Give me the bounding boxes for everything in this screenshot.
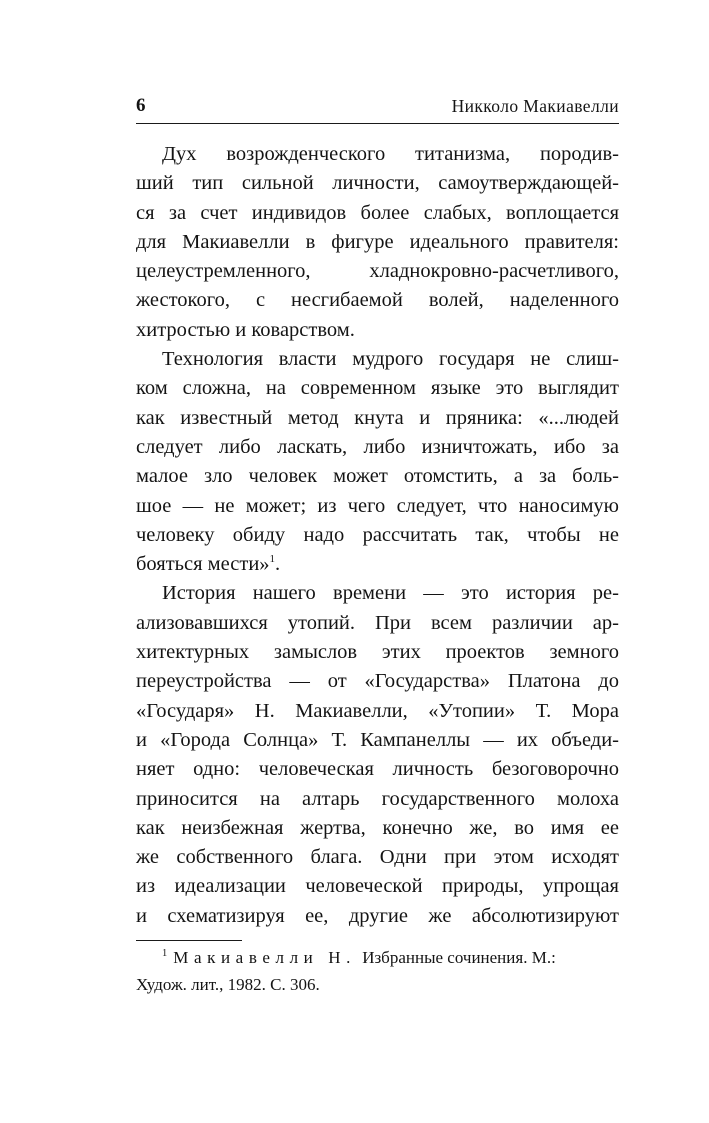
- text-line: как известный метод кнута и пряника: «...людей: [136, 406, 619, 429]
- text-line: приносится на алтарь государственного молоха: [136, 787, 619, 810]
- footnote-text: Избранные сочинения. М.:: [362, 948, 556, 967]
- text-line-content: бояться мести»: [136, 553, 270, 576]
- footnote-line: Худож. лит., 1982. С. 306.: [136, 975, 320, 994]
- body-text: [136, 140, 619, 931]
- page-header: [136, 93, 619, 124]
- text-line: ся за счет индивидов более слабых, воплощается: [136, 201, 619, 224]
- text-line: «Государя» Н. Макиавелли, «Утопии» Т. Мора: [136, 699, 619, 722]
- footnote-line: [136, 944, 619, 971]
- text-line: из идеализации человеческой природы, упрощая: [136, 875, 619, 898]
- text-line: шое — не может; из чего следует, что наносимую: [136, 494, 619, 517]
- text-line-tail: .: [275, 553, 281, 576]
- text-line: же собственного блага. Одни при этом исходят: [136, 846, 619, 869]
- text-line: ализовавшихся утопий. При всем различии ар-: [136, 611, 619, 634]
- footnote-author: Макиавелли Н.: [173, 948, 356, 967]
- footnote-divider: [136, 940, 242, 941]
- text-line: ший тип сильной личности, самоутверждающей-: [136, 172, 619, 195]
- text-line: хитростью и коварством.: [136, 318, 355, 341]
- text-line: и «Города Солнца» Т. Кампанеллы — их объеди-: [136, 728, 619, 751]
- text-line: человеку обиду надо рассчитать так, чтобы не: [136, 523, 619, 546]
- text-line: ком сложна, на современном языке это выглядит: [136, 377, 619, 400]
- text-line: как неизбежная жертва, конечно же, во имя ее: [136, 816, 619, 839]
- text-line: [136, 550, 619, 579]
- text-line: переустройства — от «Государства» Платона до: [136, 670, 619, 693]
- text-line: хитектурных замыслов этих проектов земного: [136, 641, 619, 664]
- footnote: [136, 944, 619, 998]
- running-head: Никколо Макиавелли: [451, 96, 619, 116]
- text-line: Дух возрожденческого титанизма, породив-: [162, 143, 619, 165]
- text-line: малое зло человек может отомстить, а за боль-: [136, 465, 619, 488]
- text-line: для Макиавелли в фигуре идеального правителя:: [136, 230, 619, 253]
- text-line: и схематизируя ее, другие же абсолютизируют: [136, 904, 619, 927]
- text-line: следует либо ласкать, либо изничтожать, ибо за: [136, 435, 619, 458]
- text-line: жестокого, с несгибаемой волей, наделенного: [136, 289, 619, 312]
- footnote-reference[interactable]: 1: [269, 553, 276, 566]
- text-line: Технология власти мудрого государя не слиш-: [162, 348, 619, 371]
- text-line: целеустремленного, хладнокровно-расчетливого,: [136, 260, 619, 283]
- footnote-number: 1: [162, 948, 168, 959]
- page-number: 6: [136, 95, 146, 116]
- text-line: История нашего времени — это история ре-: [162, 582, 619, 605]
- text-line: няет одно: человеческая личность безоговорочно: [136, 758, 619, 781]
